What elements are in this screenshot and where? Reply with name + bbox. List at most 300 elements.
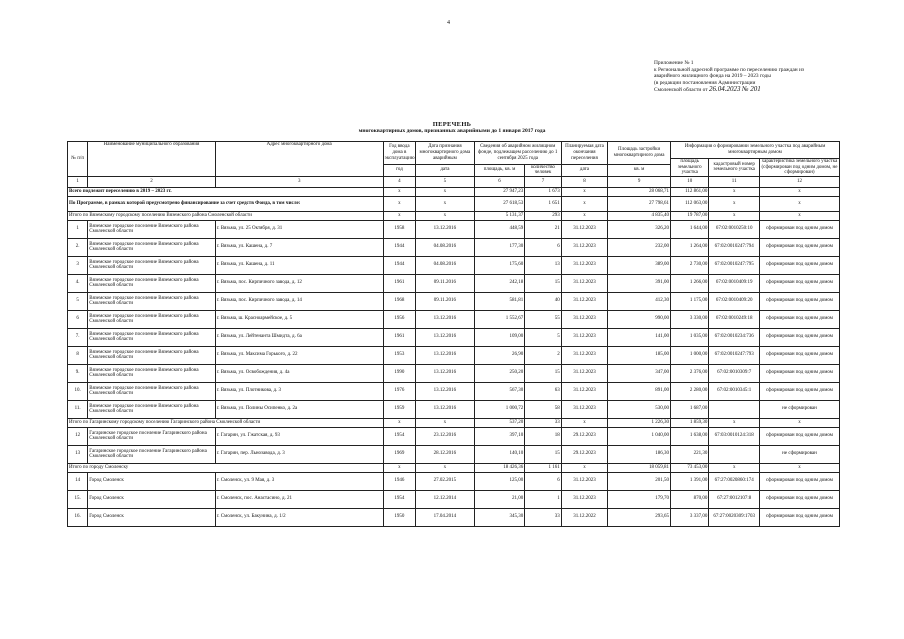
col-number: 12	[759, 176, 839, 187]
summary-area: 27 947,23	[474, 187, 525, 196]
row-land-character: сформирован под одним домом	[759, 256, 839, 274]
row-year: 1976	[383, 382, 415, 400]
row-land-character: сформирован под одним домом	[759, 364, 839, 382]
row-municipality: Город Смоленск	[88, 490, 215, 508]
summary-land-area: 19 787,00	[670, 211, 708, 220]
appendix-line: к Региональной адресной программе по переселению граждан из	[654, 66, 804, 73]
row-number: 9.	[68, 364, 88, 382]
row-cadastral: 67:02:0010345:1	[709, 382, 760, 400]
row-people: 15	[525, 445, 561, 463]
summary-cadastral: x	[709, 187, 760, 196]
row-cadastral: 67:02:0010247:794	[709, 238, 760, 256]
row-number: 4.	[68, 274, 88, 292]
row-municipality: Вяземское городское поселение Вяземского района Смоленской области	[88, 310, 215, 328]
header-sub-date: дата	[416, 164, 475, 176]
table-row	[68, 328, 840, 346]
header-built-area: Площадь застройки многоквартирного дома	[608, 142, 671, 165]
row-number: 14	[68, 472, 88, 490]
summary-character: x	[759, 211, 839, 220]
row-address: г. Гагарин, ул. Гжатская, д. 93	[215, 427, 383, 445]
row-land-character: сформирован под одним домом	[759, 220, 839, 238]
row-municipality: Вяземское городское поселение Вяземского района Смоленской области	[88, 328, 215, 346]
summary-year: x	[383, 196, 415, 211]
row-address: г. Вязьма, ул. Полины Осипенко, д. 2а	[215, 400, 383, 418]
row-recognition-date: 13.12.2016	[416, 346, 475, 364]
header-land-area: площадь земельного участка	[670, 159, 708, 177]
row-area: 581,81	[474, 292, 525, 310]
row-year: 1958	[383, 220, 415, 238]
summary-plan: x	[561, 463, 608, 472]
row-land-area: 2 730,00	[670, 256, 708, 274]
row-land-character: не сформирован	[759, 445, 839, 463]
row-plan-date: 31.12.2023	[561, 274, 608, 292]
col-number: 6	[474, 176, 525, 187]
row-year: 1969	[383, 445, 415, 463]
row-cadastral: 67:02:0010409:19	[709, 274, 760, 292]
table-row	[68, 238, 840, 256]
row-cadastral	[709, 445, 760, 463]
row-recognition-date: 04.08.2016	[416, 238, 475, 256]
row-plan-date: 31.12.2023	[561, 256, 608, 274]
row-recognition-date: 12.12.2014	[416, 490, 475, 508]
summary-count: 1 673	[525, 187, 561, 196]
row-land-area: 1 264,00	[670, 238, 708, 256]
row-cadastral: 67:02:0010247:795	[709, 256, 760, 274]
row-recognition-date: 13.12.2016	[416, 220, 475, 238]
row-built-area: 990,00	[608, 310, 671, 328]
table-row	[68, 274, 840, 292]
table-row	[68, 256, 840, 274]
row-recognition-date: 28.12.2016	[416, 445, 475, 463]
row-people: 21	[525, 220, 561, 238]
row-area: 177,30	[474, 238, 525, 256]
row-address: г. Вязьма, ул. Плотникова, д. 3	[215, 382, 383, 400]
summary-character: x	[759, 418, 839, 427]
row-built-area: 201,50	[608, 472, 671, 490]
row-built-area: 179,70	[608, 490, 671, 508]
row-people: 6	[525, 238, 561, 256]
summary-cadastral: x	[709, 418, 760, 427]
row-people: 5	[525, 328, 561, 346]
summary-label: Итого по городу Смоленску	[68, 463, 384, 472]
row-municipality: Вяземское городское поселение Вяземского района Смоленской области	[88, 364, 215, 382]
row-built-area: 530,00	[608, 400, 671, 418]
summary-row	[68, 463, 840, 472]
header-no: № п/п	[68, 142, 88, 177]
row-number: 3	[68, 256, 88, 274]
summary-label: Всего подлежит переселению в 2019 – 2023 гг.	[68, 187, 384, 196]
row-area: 175,60	[474, 256, 525, 274]
row-number: 11.	[68, 400, 88, 418]
row-area: 1 000,72	[474, 400, 525, 418]
row-year: 1959	[383, 400, 415, 418]
row-municipality: Город Смоленск	[88, 508, 215, 526]
row-land-character: сформирован под одним домом	[759, 292, 839, 310]
row-plan-date: 29.12.2023	[561, 445, 608, 463]
row-people: 2	[525, 346, 561, 364]
row-year: 1954	[383, 427, 415, 445]
appendix-note	[654, 60, 894, 94]
summary-area: 27 618,53	[474, 196, 525, 211]
header-municipality: Наименование муниципального образования	[88, 142, 215, 177]
summary-plan: x	[561, 211, 608, 220]
row-land-character: сформирован под одним домом	[759, 427, 839, 445]
row-land-character: сформирован под одним домом	[759, 310, 839, 328]
summary-row	[68, 187, 840, 196]
col-number: 1	[68, 176, 88, 187]
summary-date: x	[416, 187, 475, 196]
header-info: Сведения об аварийном жилищном фонде, подлежащем расселению до 1 сентября 2025 года	[474, 142, 561, 165]
row-recognition-date: 13.12.2016	[416, 364, 475, 382]
header-cadastral: кадастровый номер земельного участка	[709, 159, 760, 177]
row-address: г. Гагарин, пер. Льнозавода, д. 3	[215, 445, 383, 463]
row-cadastral: 67:27:0020309:1703	[709, 508, 760, 526]
row-area: 140,10	[474, 445, 525, 463]
row-address: г. Вязьма, пос. Кирпичного завода, д. 14	[215, 292, 383, 310]
row-municipality: Вяземское городское поселение Вяземского района Смоленской области	[88, 400, 215, 418]
col-number: 9	[608, 176, 671, 187]
row-built-area: 326,20	[608, 220, 671, 238]
row-area: 250,20	[474, 364, 525, 382]
col-number: 11	[709, 176, 760, 187]
table-header	[68, 142, 840, 188]
row-built-area: 891,00	[608, 382, 671, 400]
row-number: 8	[68, 346, 88, 364]
summary-built-area: 1 226,30	[608, 418, 671, 427]
row-land-character: сформирован под одним домом	[759, 472, 839, 490]
row-address: г. Смоленск, пос. Анастасино, д. 21	[215, 490, 383, 508]
appendix-line: Приложение № 1	[654, 60, 694, 66]
row-area: 21,00	[474, 490, 525, 508]
summary-built-area: 27 798,61	[608, 196, 671, 211]
row-year: 1944	[383, 238, 415, 256]
row-area: 567,30	[474, 382, 525, 400]
row-land-character: сформирован под одним домом	[759, 382, 839, 400]
row-cadastral	[709, 400, 760, 418]
row-built-area: 1 040,00	[608, 427, 671, 445]
row-land-character: сформирован под одним домом	[759, 274, 839, 292]
row-recognition-date: 13.12.2016	[416, 310, 475, 328]
row-plan-date: 31.12.2023	[561, 220, 608, 238]
summary-label: Итого по Гагаринскому городскому поселению Гагаринского района Смоленской области	[68, 418, 384, 427]
table-row	[68, 220, 840, 238]
table-row	[68, 445, 840, 463]
row-plan-date: 31.12.2023	[561, 292, 608, 310]
row-number: 10.	[68, 382, 88, 400]
row-built-area: 412,30	[608, 292, 671, 310]
row-area: 397,10	[474, 427, 525, 445]
row-people: 63	[525, 382, 561, 400]
row-built-area: 391,00	[608, 274, 671, 292]
row-land-character: сформирован под одним домом	[759, 508, 839, 526]
row-area: 125,00	[474, 472, 525, 490]
document-title: ПЕРЕЧЕНЬ	[432, 121, 472, 128]
row-recognition-date: 13.12.2016	[416, 328, 475, 346]
summary-plan: x	[561, 187, 608, 196]
appendix-line-text: Смоленской области от	[654, 87, 708, 94]
summary-area: 537,20	[474, 418, 525, 427]
row-number: 13	[68, 445, 88, 463]
table-row	[68, 490, 840, 508]
header-sub-year: год	[383, 164, 415, 176]
header-sub-sqm: кв. м	[608, 164, 671, 176]
col-number: 7	[525, 176, 561, 187]
row-land-area: 3 330,00	[670, 310, 708, 328]
header-sub-plan-date: дата	[561, 164, 608, 176]
summary-year: x	[383, 187, 415, 196]
summary-row	[68, 211, 840, 220]
col-number: 3	[215, 176, 383, 187]
summary-land-area: 112 063,00	[670, 196, 708, 211]
row-plan-date: 31.12.2023	[561, 472, 608, 490]
row-land-area: 3 337,00	[670, 508, 708, 526]
row-municipality: Вяземское городское поселение Вяземского района Смоленской области	[88, 382, 215, 400]
summary-cadastral: x	[709, 463, 760, 472]
summary-count: 1 161	[525, 463, 561, 472]
row-year: 1953	[383, 346, 415, 364]
summary-date: x	[416, 418, 475, 427]
table-body	[68, 187, 840, 526]
col-number: 5	[416, 176, 475, 187]
summary-year: x	[383, 463, 415, 472]
header-land: Информация о формировании земельного участка под аварийным многоквартирным домом	[670, 142, 839, 159]
table-row	[68, 472, 840, 490]
summary-row	[68, 418, 840, 427]
row-plan-date: 31.12.2022	[561, 508, 608, 526]
summary-area: 5 131,37	[474, 211, 525, 220]
row-plan-date: 31.12.2023	[561, 364, 608, 382]
row-area: 109,00	[474, 328, 525, 346]
header-address: Адрес многоквартирного дома	[215, 142, 383, 177]
appendix-date: 26.04.2023	[708, 85, 741, 94]
row-municipality: Вяземское городское поселение Вяземского района Смоленской области	[88, 346, 215, 364]
row-land-area: 1 391,00	[670, 472, 708, 490]
col-number: 8	[561, 176, 608, 187]
row-number: 15.	[68, 490, 88, 508]
row-number: 5	[68, 292, 88, 310]
row-land-area: 1 000,00	[670, 346, 708, 364]
row-built-area: 389,00	[608, 256, 671, 274]
row-area: 345,30	[474, 508, 525, 526]
row-people: 6	[525, 472, 561, 490]
row-area: 1 552,67	[474, 310, 525, 328]
summary-cadastral: x	[709, 196, 760, 211]
row-address: г. Вязьма, пос. Кирпичного завода, д. 12	[215, 274, 383, 292]
row-address: г. Вязьма, ул. Кашена, д. 7	[215, 238, 383, 256]
row-address: г. Смоленск, ул. Бакунина, д. 1/2	[215, 508, 383, 526]
row-address: г. Вязьма, ул. Максима Горького, д. 22	[215, 346, 383, 364]
row-recognition-date: 13.12.2016	[416, 382, 475, 400]
summary-year: x	[383, 418, 415, 427]
column-numbers-row	[68, 176, 840, 187]
table-row	[68, 292, 840, 310]
summary-label: По Программе, в рамках которой предусмотрено финансирование за счет средств Фонда, в том числе:	[68, 196, 384, 211]
row-address: г. Вязьма, ул. 25 Октября, д. 31	[215, 220, 383, 238]
table-row	[68, 310, 840, 328]
summary-land-area: 73 453,00	[670, 463, 708, 472]
summary-character: x	[759, 187, 839, 196]
summary-land-area: 1 859,30	[670, 418, 708, 427]
row-cadastral: 67:27:0012107:8	[709, 490, 760, 508]
summary-count: 33	[525, 418, 561, 427]
row-land-character: сформирован под одним домом	[759, 490, 839, 508]
row-land-character: сформирован под одним домом	[759, 346, 839, 364]
row-people: 15	[525, 364, 561, 382]
row-year: 1961	[383, 328, 415, 346]
row-cadastral: 67:27:0020860:174	[709, 472, 760, 490]
row-cadastral: 67:02:0010247:793	[709, 346, 760, 364]
row-plan-date: 31.12.2023	[561, 490, 608, 508]
row-people: 13	[525, 256, 561, 274]
row-plan-date: 29.12.2023	[561, 427, 608, 445]
col-number: 2	[88, 176, 215, 187]
summary-date: x	[416, 196, 475, 211]
row-built-area: 185,00	[608, 346, 671, 364]
row-built-area: 347,00	[608, 364, 671, 382]
row-municipality: Гагаринское городское поселение Гагаринского района Смоленской области	[88, 445, 215, 463]
row-municipality: Вяземское городское поселение Вяземского района Смоленской области	[88, 274, 215, 292]
row-built-area: 232,00	[608, 238, 671, 256]
col-number: 10	[670, 176, 708, 187]
row-address: г. Смоленск, ул. 9 Мая, д. 3	[215, 472, 383, 490]
row-people: 40	[525, 292, 561, 310]
row-year: 1968	[383, 292, 415, 310]
row-address: г. Вязьма, ул. Кашена, д. 11	[215, 256, 383, 274]
row-municipality: Гагаринское городское поселение Гагаринского района Смоленской области	[88, 427, 215, 445]
row-year: 1950	[383, 508, 415, 526]
document-subtitle: многоквартирных домов, признанных аварийными до 1 января 2017 года	[358, 128, 546, 134]
summary-area: 18 426,36	[474, 463, 525, 472]
row-people: 33	[525, 508, 561, 526]
table-row	[68, 364, 840, 382]
row-year: 1961	[383, 274, 415, 292]
row-people: 15	[525, 274, 561, 292]
summary-built-area: 28 068,71	[608, 187, 671, 196]
row-address: г. Вязьма, ул. Лейтенанта Шмидта, д. 6а	[215, 328, 383, 346]
header-recognition: Дата признания многоквартирного дома аварийным	[416, 142, 475, 165]
row-plan-date: 31.12.2023	[561, 310, 608, 328]
summary-date: x	[416, 211, 475, 220]
summary-character: x	[759, 463, 839, 472]
row-plan-date: 31.12.2023	[561, 328, 608, 346]
appendix-number: № 201	[741, 85, 761, 94]
summary-date: x	[416, 463, 475, 472]
row-people: 58	[525, 400, 561, 418]
row-cadastral: 67:03:0010124:318	[709, 427, 760, 445]
row-land-area: 1 035,00	[670, 328, 708, 346]
page-number: 4	[447, 20, 450, 26]
row-land-area: 870,00	[670, 490, 708, 508]
table-row	[68, 427, 840, 445]
row-year: 1944	[383, 256, 415, 274]
appendix-line	[654, 86, 894, 94]
row-number: 2.	[68, 238, 88, 256]
summary-plan: x	[561, 196, 608, 211]
housing-table	[67, 141, 840, 527]
row-land-area: 221,30	[670, 445, 708, 463]
row-people: 55	[525, 310, 561, 328]
summary-count: 1 651	[525, 196, 561, 211]
row-built-area: 293,65	[608, 508, 671, 526]
row-recognition-date: 23.12.2016	[416, 427, 475, 445]
header-year: Год ввода дома в эксплуатацию	[383, 142, 415, 165]
summary-label: Итого по Вяземскому городскому поселению Вяземского района Смоленской области	[68, 211, 384, 220]
row-number: 16.	[68, 508, 88, 526]
row-area: 242,18	[474, 274, 525, 292]
header-sub-count: количество человек	[525, 164, 561, 176]
row-people: 18	[525, 427, 561, 445]
table-row	[68, 508, 840, 526]
row-number: 6	[68, 310, 88, 328]
row-recognition-date: 13.12.2016	[416, 400, 475, 418]
row-address: г. Вязьма, ш. Красноармейское, д. 5	[215, 310, 383, 328]
row-municipality: Город Смоленск	[88, 472, 215, 490]
col-number: 4	[383, 176, 415, 187]
row-plan-date: 31.12.2023	[561, 238, 608, 256]
appendix-line: аварийного жилищного фонда на 2019 – 2023 годы	[654, 73, 771, 80]
row-land-area: 1 638,00	[670, 427, 708, 445]
row-land-area: 1 644,00	[670, 220, 708, 238]
row-land-area: 1 266,00	[670, 274, 708, 292]
row-land-character: не сформирован	[759, 400, 839, 418]
row-cadastral: 67:02:0010250:10	[709, 220, 760, 238]
summary-plan: x	[561, 418, 608, 427]
summary-row	[68, 196, 840, 211]
row-cadastral: 67:02:0010249:18	[709, 310, 760, 328]
row-land-area: 1 687,00	[670, 400, 708, 418]
row-plan-date: 31.12.2023	[561, 382, 608, 400]
row-municipality: Вяземское городское поселение Вяземского района Смоленской области	[88, 292, 215, 310]
row-number: 1	[68, 220, 88, 238]
row-land-character: сформирован под одним домом	[759, 238, 839, 256]
row-recognition-date: 17.04.2014	[416, 508, 475, 526]
row-plan-date: 31.12.2023	[561, 346, 608, 364]
row-cadastral: 67:02:0010234:736	[709, 328, 760, 346]
summary-count: 293	[525, 211, 561, 220]
row-land-area: 2 280,00	[670, 382, 708, 400]
row-people: 1	[525, 490, 561, 508]
summary-cadastral: x	[709, 211, 760, 220]
summary-built-area: 18 059,81	[608, 463, 671, 472]
summary-land-area: 112 861,00	[670, 187, 708, 196]
appendix-line: (в редакции постановления Администрации	[654, 79, 756, 86]
row-cadastral: 67:02:0010309:7	[709, 364, 760, 382]
row-plan-date: 31.12.2023	[561, 400, 608, 418]
table-row	[68, 400, 840, 418]
row-recognition-date: 09.11.2016	[416, 274, 475, 292]
row-recognition-date: 09.11.2016	[416, 292, 475, 310]
row-area: 26,90	[474, 346, 525, 364]
row-built-area: 186,30	[608, 445, 671, 463]
row-municipality: Вяземское городское поселение Вяземского района Смоленской области	[88, 256, 215, 274]
row-land-character: сформирован под одним домом	[759, 328, 839, 346]
row-land-area: 2 376,00	[670, 364, 708, 382]
row-built-area: 141,00	[608, 328, 671, 346]
row-year: 1954	[383, 490, 415, 508]
row-year: 1956	[383, 310, 415, 328]
row-area: 448,59	[474, 220, 525, 238]
row-cadastral: 67:02:0010409:20	[709, 292, 760, 310]
row-recognition-date: 27.02.2015	[416, 472, 475, 490]
row-recognition-date: 04.08.2016	[416, 256, 475, 274]
row-number: 12	[68, 427, 88, 445]
summary-built-area: 4 835,40	[608, 211, 671, 220]
header-character: характеристика земельного участка (сформирован под одним домом, не сформирован)	[759, 159, 839, 177]
row-address: г. Вязьма, ул. Освобождения, д. 4а	[215, 364, 383, 382]
row-year: 1990	[383, 364, 415, 382]
header-planned: Планируемая дата окончания переселения	[561, 142, 608, 165]
summary-year: x	[383, 211, 415, 220]
